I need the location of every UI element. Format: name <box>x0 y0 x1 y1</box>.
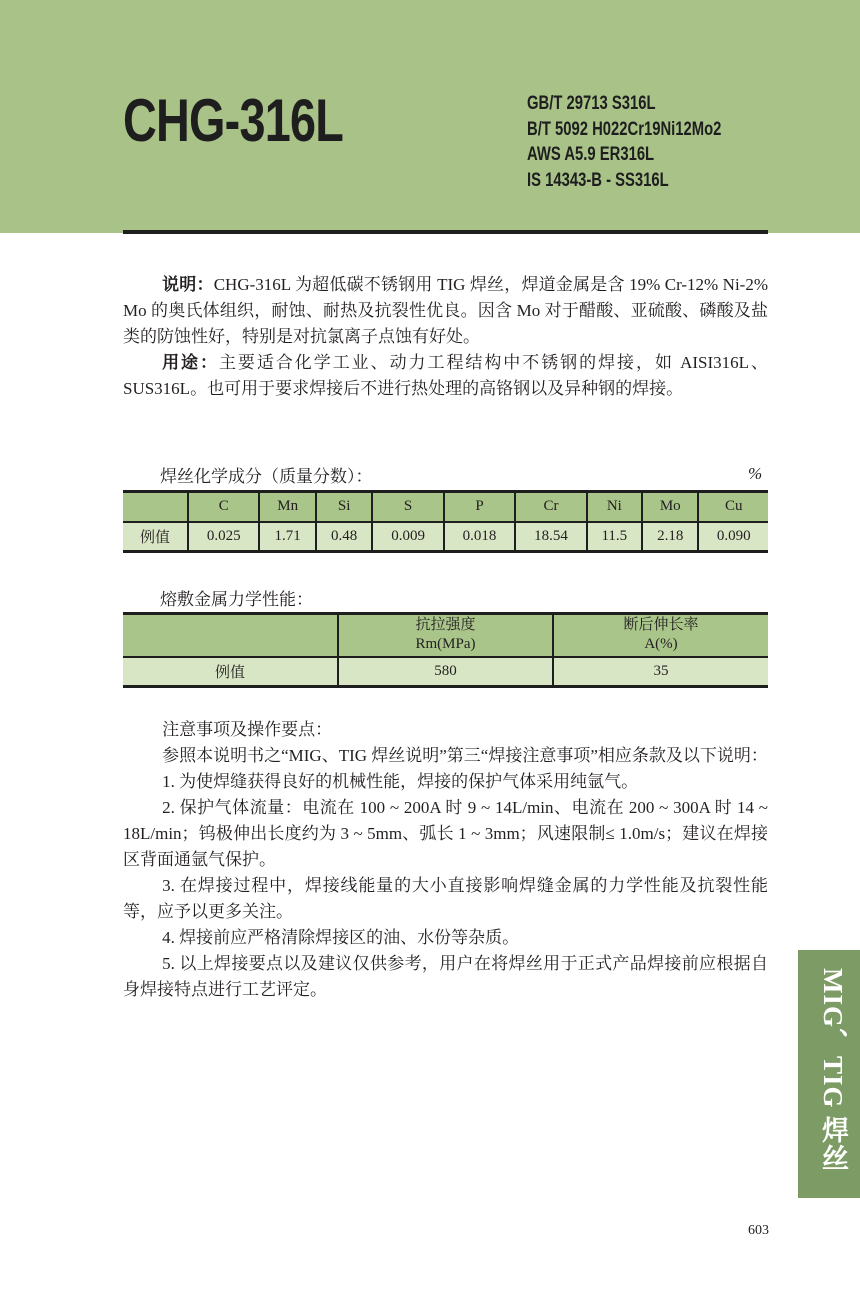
section-side-tab <box>798 950 860 1198</box>
header-cell <box>553 614 768 657</box>
standard-item: AWS A5.9 ER316L <box>527 144 655 165</box>
table-header-row <box>123 492 768 522</box>
table-row <box>123 522 768 552</box>
header-cell: Cr <box>515 492 586 522</box>
usage-text: 主要适合化学工业、动力工程结构中不锈钢的焊接，如 AISI316L、SUS316L。也可用于要求焊接后不进行热处理的高铬钢以及异种钢的焊接。 <box>123 353 769 398</box>
header-cell: Cu <box>698 492 768 522</box>
header-unit: Rm(MPa) <box>415 636 476 653</box>
value-cell: 0.090 <box>698 522 768 552</box>
value-cell: 例值 <box>123 657 338 687</box>
side-tab-label: MIG、TIG 焊丝 <box>818 968 848 1173</box>
value-cell: 35 <box>553 657 768 687</box>
standards-list <box>527 91 721 193</box>
header-cell: C <box>188 492 259 522</box>
note-item: 1. 为使焊缝获得良好的机械性能，焊接的保护气体采用纯氩气。 <box>162 772 639 791</box>
note-item: 2. 保护气体流量：电流在 100 ~ 200A 时 9 ~ 14L/min、电流在 200 ~ 300A 时 14 ~ 18L/min；钨极伸出长度约为 3 ~ 5mm、弧长 1 ~ 3mm；风速限制≤ 1.0m/s；建议在焊接区背面通氩气保护。 <box>123 798 768 869</box>
header-cell: Mn <box>259 492 315 522</box>
header-cell: S <box>372 492 443 522</box>
notes-intro: 参照本说明书之“MIG、TIG 焊丝说明”第三“焊接注意事项”相应条款及以下说明： <box>162 746 768 765</box>
header-unit: A(%) <box>644 636 678 653</box>
value-cell: 11.5 <box>587 522 642 552</box>
value-cell: 例值 <box>123 522 188 552</box>
mechanical-title: 熔敷金属力学性能： <box>160 590 313 609</box>
chemical-table <box>123 490 768 553</box>
standard-item: IS 14343-B - SS316L <box>527 169 669 191</box>
table-header-row <box>123 614 768 657</box>
usage-label: 用途： <box>162 353 219 372</box>
value-cell: 2.18 <box>642 522 698 552</box>
notes-section <box>123 717 768 1003</box>
note-item: 5. 以上焊接要点以及建议仅供参考，用户在将焊丝用于正式产品焊接前应根据自身焊接特点进行工艺评定。 <box>123 954 768 999</box>
notes-title: 注意事项及操作要点： <box>162 720 333 739</box>
value-cell: 0.025 <box>188 522 259 552</box>
standard-item: GB/T 29713 S316L <box>527 93 656 114</box>
header-cell: Ni <box>587 492 642 522</box>
intro-section <box>123 272 768 402</box>
description-paragraph <box>123 272 768 350</box>
chemical-title: 焊丝化学成分（质量分数）： <box>160 467 373 486</box>
header-cell: Mo <box>642 492 698 522</box>
value-cell: 0.018 <box>444 522 515 552</box>
value-cell: 18.54 <box>515 522 586 552</box>
table-row <box>123 657 768 687</box>
description-label: 说明： <box>162 275 214 294</box>
usage-paragraph <box>123 350 768 402</box>
page-number: 603 <box>748 1223 769 1238</box>
header-cell <box>123 492 188 522</box>
mechanical-table <box>123 612 768 688</box>
header-cell: P <box>444 492 515 522</box>
value-cell: 1.71 <box>259 522 315 552</box>
header-cell <box>338 614 553 657</box>
header-band <box>0 0 860 233</box>
header-name: 抗拉强度 <box>415 617 476 634</box>
header-cell: Si <box>316 492 372 522</box>
value-cell: 0.48 <box>316 522 372 552</box>
header-divider <box>123 230 768 234</box>
product-title: CHG-316L <box>123 87 344 154</box>
standard-item: B/T 5092 H022Cr19Ni12Mo2 <box>527 118 722 140</box>
value-cell: 0.009 <box>372 522 443 552</box>
value-cell: 580 <box>338 657 553 687</box>
note-item: 4. 焊接前应严格清除焊接区的油、水份等杂质。 <box>162 928 520 947</box>
header-name: 断后伸长率 <box>623 617 699 634</box>
note-item: 3. 在焊接过程中，焊接线能量的大小直接影响焊缝金属的力学性能及抗裂性能等，应予以更多关注。 <box>123 876 768 921</box>
description-text: CHG-316L 为超低碳不锈钢用 TIG 焊丝，焊道金属是含 19% Cr-12% Ni-2% Mo 的奥氏体组织，耐蚀、耐热及抗裂性优良。因含 Mo 对于醋酸、亚硫酸、磷酸及盐类的防蚀性好，特别是对抗氯离子点蚀有好处。 <box>123 275 768 346</box>
header-cell <box>123 614 338 657</box>
unit-label: % <box>748 464 763 483</box>
